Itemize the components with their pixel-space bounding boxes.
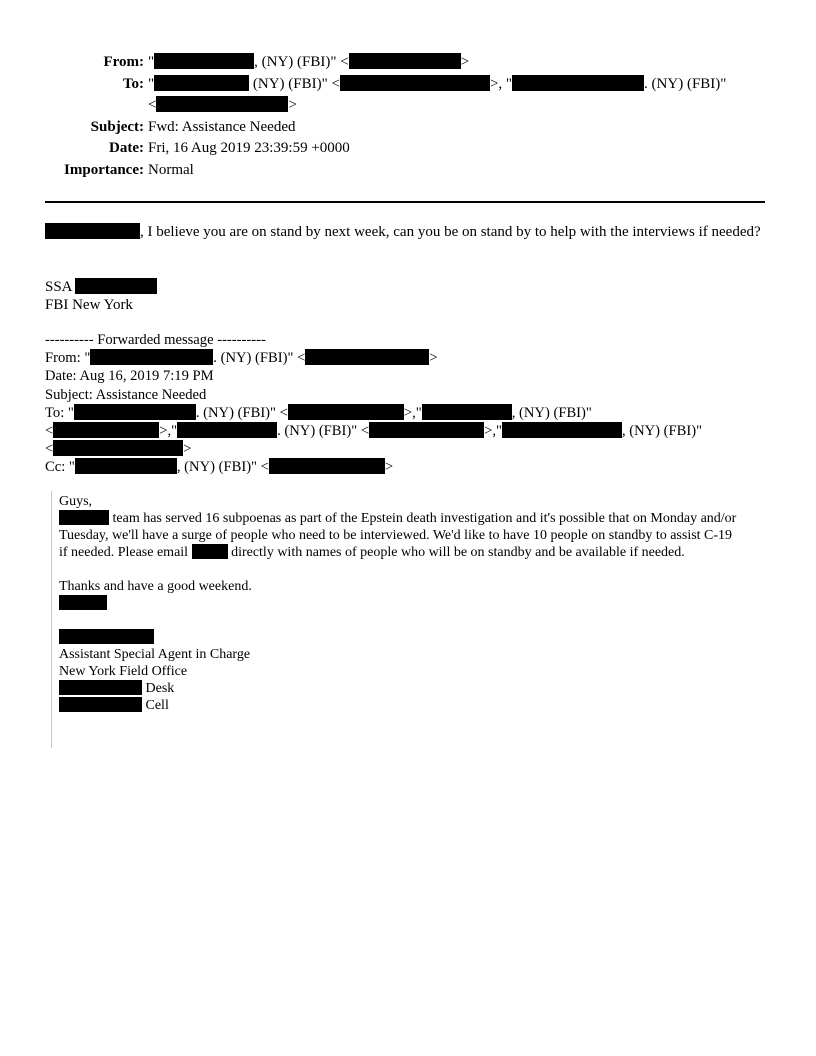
header-importance-row [0, 160, 816, 182]
redaction-box [502, 422, 622, 438]
redaction-box [305, 349, 429, 365]
redaction-box [75, 278, 157, 294]
header-date-row [0, 138, 816, 160]
redaction-box [269, 458, 385, 474]
signature [45, 278, 770, 314]
redaction-box [59, 697, 142, 712]
redaction-box [59, 680, 142, 695]
body-text: , I believe you are on stand by next week, can you be on stand by to help with the interviews if needed? [140, 224, 761, 240]
forward-to-cont: < >," . (NY) (FBI)" < >," , (NY) (FBI)" [45, 423, 703, 440]
redaction-box [192, 544, 228, 559]
redaction-box [422, 404, 512, 420]
redaction-box [154, 53, 254, 69]
date-label: Date: [109, 140, 144, 156]
quoted-thanks: Thanks and have a good weekend. [59, 579, 252, 594]
redaction-box [53, 422, 159, 438]
from-value-close: > [460, 54, 470, 70]
forward-date: Date: Aug 16, 2019 7:19 PM [45, 368, 214, 385]
quoted-sig-title: Assistant Special Agent in Charge [59, 647, 251, 662]
importance-value: Normal [148, 161, 194, 178]
redaction-box [74, 404, 196, 420]
redaction-box [154, 75, 249, 91]
message-body [45, 223, 770, 241]
from-value-mid: , (NY) (FBI)" < [254, 54, 349, 70]
header-from-row [0, 52, 816, 74]
redaction-box [156, 96, 288, 112]
redaction-box [512, 75, 644, 91]
to-label: To: [122, 75, 144, 92]
from-value-open: " [148, 54, 155, 70]
forward-to-cont2: < > [45, 441, 192, 458]
quoted-desk: Desk [59, 680, 774, 697]
header-to-row: To: " (NY) (FBI)" < >, " . (NY) (FBI)" [122, 75, 727, 92]
redaction-box [369, 422, 484, 438]
forward-subject: Subject: Assistance Needed [45, 386, 207, 403]
redaction-box [59, 595, 107, 610]
redaction-box [59, 510, 109, 525]
subject-value: Fwd: Assistance Needed [148, 118, 296, 135]
subject-label: Subject: [90, 118, 144, 135]
forward-to: To: " . (NY) (FBI)" < >," , (NY) (FBI)" [45, 404, 592, 421]
quoted-greeting: Guys, [59, 494, 93, 509]
quoted-cell: Cell [59, 697, 774, 714]
date-value: Fri, 16 Aug 2019 23:39:59 +0000 [148, 140, 350, 156]
signature-office: FBI New York [45, 297, 133, 313]
forward-from: From: " . (NY) (FBI)" < > [45, 350, 438, 367]
redaction-box [349, 53, 461, 69]
header-subject-row [0, 117, 816, 139]
redaction-box [45, 223, 140, 239]
forward-cc: Cc: " , (NY) (FBI)" < > [45, 459, 394, 476]
quoted-message: Guys, team has served 16 subpoenas as part of the Epstein death investigation and it's possible that on Monday and/or Tuesday, we'll have a surge of people who need to be interviewed. We'd like to have 10 people on standby to assist C-19 if needed. Please email directly with names of people who will be on standby and be available if needed. Thanks and have a good weekend. Assistant Special Agent in Charge New York Field Office Desk Cell [59, 493, 774, 714]
redaction-box [53, 440, 183, 456]
redaction-box [340, 75, 490, 91]
signature-title: SSA [45, 279, 72, 295]
redaction-box [90, 349, 213, 365]
redaction-box [288, 404, 404, 420]
email-header [0, 52, 816, 181]
redaction-box [59, 629, 154, 644]
quoted-sig-office: New York Field Office [59, 664, 188, 679]
redaction-box [75, 458, 177, 474]
from-label: From: [103, 54, 144, 70]
header-divider [45, 201, 765, 203]
forward-marker: ---------- Forwarded message ---------- [45, 332, 266, 348]
quote-bar [51, 491, 52, 748]
importance-label: Importance: [64, 161, 144, 178]
redaction-box [177, 422, 277, 438]
forwarded-header [45, 331, 780, 477]
header-to-row-cont: < > [148, 97, 297, 113]
